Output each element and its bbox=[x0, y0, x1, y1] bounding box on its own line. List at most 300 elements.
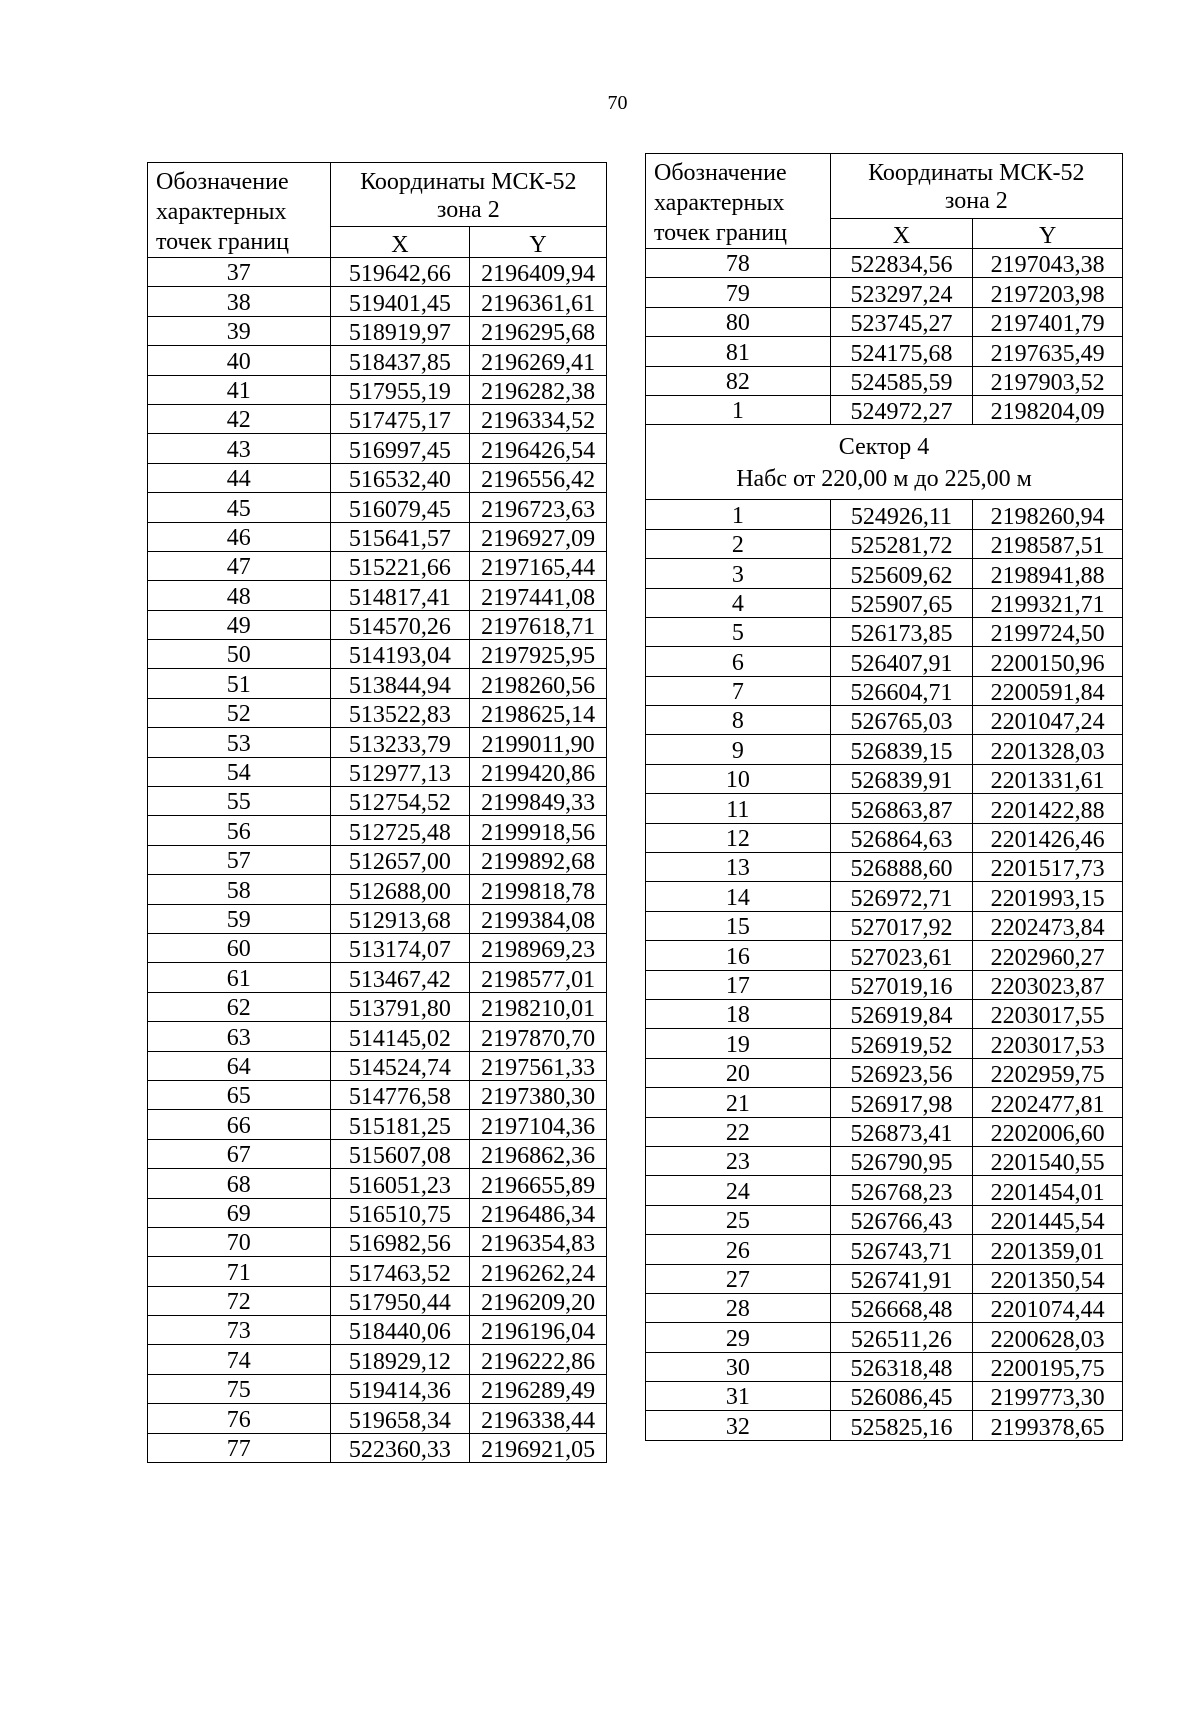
table-row bbox=[646, 1117, 1123, 1146]
designation-header-right bbox=[646, 154, 831, 249]
y-coordinate-cell: 2199892,68 bbox=[470, 845, 607, 874]
x-coordinate-cell: 516079,45 bbox=[330, 493, 470, 522]
x-coordinate-cell: 513844,94 bbox=[330, 669, 470, 698]
table-row bbox=[646, 1352, 1123, 1381]
table-row bbox=[148, 404, 607, 433]
point-number-cell: 2 bbox=[646, 529, 831, 558]
table-row bbox=[148, 1404, 607, 1433]
y-coordinate-cell: 2198204,09 bbox=[973, 395, 1123, 424]
x-coordinate-cell: 518919,97 bbox=[330, 316, 470, 345]
point-number-cell: 44 bbox=[148, 463, 331, 492]
x-coordinate-cell: 516510,75 bbox=[330, 1198, 470, 1227]
x-coordinate-cell: 526917,98 bbox=[830, 1088, 973, 1117]
point-number-cell: 5 bbox=[646, 617, 831, 646]
y-coordinate-cell: 2197618,71 bbox=[470, 610, 607, 639]
table-row bbox=[646, 249, 1123, 278]
x-coordinate-cell: 525907,65 bbox=[830, 588, 973, 617]
x-coordinate-cell: 527017,92 bbox=[830, 911, 973, 940]
table-row bbox=[148, 787, 607, 816]
point-number-cell: 60 bbox=[148, 933, 331, 962]
point-number-cell: 19 bbox=[646, 1029, 831, 1058]
x-coordinate-cell: 513522,83 bbox=[330, 698, 470, 727]
x-coordinate-cell: 526839,15 bbox=[830, 735, 973, 764]
y-coordinate-cell: 2201328,03 bbox=[973, 735, 1123, 764]
y-coordinate-cell: 2200150,96 bbox=[973, 647, 1123, 676]
x-coordinate-cell: 512688,00 bbox=[330, 875, 470, 904]
point-number-cell: 3 bbox=[646, 559, 831, 588]
point-number-cell: 12 bbox=[646, 823, 831, 852]
x-coordinate-cell: 524175,68 bbox=[830, 337, 973, 366]
point-number-cell: 54 bbox=[148, 757, 331, 786]
coordinates-header-right-zone: зона 2 bbox=[944, 188, 1008, 214]
table-row bbox=[646, 941, 1123, 970]
point-number-cell: 1 bbox=[646, 500, 831, 529]
y-coordinate-cell: 2196338,44 bbox=[470, 1404, 607, 1433]
y-coordinate-cell: 2202006,60 bbox=[973, 1117, 1123, 1146]
table-row bbox=[148, 375, 607, 404]
point-number-cell: 6 bbox=[646, 647, 831, 676]
y-coordinate-cell: 2200591,84 bbox=[973, 676, 1123, 705]
table-row bbox=[646, 970, 1123, 999]
y-coordinate-cell: 2196196,04 bbox=[470, 1316, 607, 1345]
table-row bbox=[646, 1058, 1123, 1087]
x-coordinate-cell: 524585,59 bbox=[830, 366, 973, 395]
point-number-cell: 57 bbox=[148, 845, 331, 874]
x-coordinate-cell: 523745,27 bbox=[830, 307, 973, 336]
x-coordinate-cell: 519658,34 bbox=[330, 1404, 470, 1433]
point-number-cell: 63 bbox=[148, 1022, 331, 1051]
x-coordinate-cell: 526873,41 bbox=[830, 1117, 973, 1146]
point-number-cell: 31 bbox=[646, 1382, 831, 1411]
y-coordinate-cell: 2197441,08 bbox=[470, 581, 607, 610]
y-coordinate-cell: 2196295,68 bbox=[470, 316, 607, 345]
y-coordinate-cell: 2198625,14 bbox=[470, 698, 607, 727]
x-coordinate-cell: 523297,24 bbox=[830, 278, 973, 307]
y-coordinate-cell: 2197203,98 bbox=[973, 278, 1123, 307]
y-coordinate-cell: 2196269,41 bbox=[470, 346, 607, 375]
table-row bbox=[148, 581, 607, 610]
point-number-cell: 81 bbox=[646, 337, 831, 366]
x-coordinate-cell: 526741,91 bbox=[830, 1264, 973, 1293]
table-row bbox=[646, 647, 1123, 676]
table-row bbox=[646, 588, 1123, 617]
table-row bbox=[148, 1198, 607, 1227]
table-row bbox=[148, 845, 607, 874]
point-number-cell: 69 bbox=[148, 1198, 331, 1227]
table-row bbox=[148, 1051, 607, 1080]
x-coordinate-cell: 517463,52 bbox=[330, 1257, 470, 1286]
y-coordinate-cell: 2197635,49 bbox=[973, 337, 1123, 366]
x-coordinate-cell: 526743,71 bbox=[830, 1235, 973, 1264]
x-coordinate-cell: 518929,12 bbox=[330, 1345, 470, 1374]
x-coordinate-cell: 525609,62 bbox=[830, 559, 973, 588]
x-coordinate-cell: 524926,11 bbox=[830, 500, 973, 529]
x-coordinate-cell: 526863,87 bbox=[830, 794, 973, 823]
table-row bbox=[148, 1110, 607, 1139]
point-number-cell: 66 bbox=[148, 1110, 331, 1139]
x-coordinate-cell: 512754,52 bbox=[330, 787, 470, 816]
point-number-cell: 25 bbox=[646, 1205, 831, 1234]
table-row bbox=[646, 529, 1123, 558]
point-number-cell: 76 bbox=[148, 1404, 331, 1433]
table-row bbox=[646, 1411, 1123, 1440]
table-row bbox=[646, 1146, 1123, 1175]
column-header-y-right: Y bbox=[973, 218, 1123, 248]
point-number-cell: 16 bbox=[646, 941, 831, 970]
point-number-cell: 61 bbox=[148, 963, 331, 992]
point-number-cell: 17 bbox=[646, 970, 831, 999]
table-row bbox=[148, 610, 607, 639]
table-row bbox=[148, 1227, 607, 1256]
x-coordinate-cell: 526766,43 bbox=[830, 1205, 973, 1234]
table-row bbox=[148, 434, 607, 463]
y-coordinate-cell: 2200628,03 bbox=[973, 1323, 1123, 1352]
x-coordinate-cell: 513791,80 bbox=[330, 992, 470, 1021]
section-title-row bbox=[646, 425, 1123, 464]
y-coordinate-cell: 2199321,71 bbox=[973, 588, 1123, 617]
y-coordinate-cell: 2197380,30 bbox=[470, 1080, 607, 1109]
x-coordinate-cell: 512725,48 bbox=[330, 816, 470, 845]
table-row bbox=[148, 551, 607, 580]
point-number-cell: 73 bbox=[148, 1316, 331, 1345]
coordinates-table-left-body bbox=[148, 163, 607, 1463]
point-number-cell: 53 bbox=[148, 728, 331, 757]
point-number-cell: 72 bbox=[148, 1286, 331, 1315]
y-coordinate-cell: 2202477,81 bbox=[973, 1088, 1123, 1117]
point-number-cell: 70 bbox=[148, 1227, 331, 1256]
column-header-y: Y bbox=[470, 226, 607, 257]
table-row bbox=[646, 1088, 1123, 1117]
y-coordinate-cell: 2196409,94 bbox=[470, 258, 607, 287]
point-number-cell: 15 bbox=[646, 911, 831, 940]
y-coordinate-cell: 2201445,54 bbox=[973, 1205, 1123, 1234]
coordinates-table-right-body bbox=[646, 154, 1123, 1441]
point-number-cell: 23 bbox=[646, 1146, 831, 1175]
point-number-cell: 42 bbox=[148, 404, 331, 433]
point-number-cell: 74 bbox=[148, 1345, 331, 1374]
designation-header bbox=[148, 163, 331, 258]
x-coordinate-cell: 526318,48 bbox=[830, 1352, 973, 1381]
x-coordinate-cell: 512657,00 bbox=[330, 845, 470, 874]
x-coordinate-cell: 522834,56 bbox=[830, 249, 973, 278]
y-coordinate-cell: 2196222,86 bbox=[470, 1345, 607, 1374]
point-number-cell: 65 bbox=[148, 1080, 331, 1109]
x-coordinate-cell: 514145,02 bbox=[330, 1022, 470, 1051]
x-coordinate-cell: 519401,45 bbox=[330, 287, 470, 316]
table-row bbox=[148, 728, 607, 757]
table-row bbox=[646, 911, 1123, 940]
table-row bbox=[646, 764, 1123, 793]
x-coordinate-cell: 522360,33 bbox=[330, 1433, 470, 1462]
y-coordinate-cell: 2198969,23 bbox=[470, 933, 607, 962]
y-coordinate-cell: 2196282,38 bbox=[470, 375, 607, 404]
table-row bbox=[646, 882, 1123, 911]
column-header-x: X bbox=[330, 226, 470, 257]
y-coordinate-cell: 2197903,52 bbox=[973, 366, 1123, 395]
x-coordinate-cell: 526839,91 bbox=[830, 764, 973, 793]
y-coordinate-cell: 2200195,75 bbox=[973, 1352, 1123, 1381]
point-number-cell: 47 bbox=[148, 551, 331, 580]
y-coordinate-cell: 2203023,87 bbox=[973, 970, 1123, 999]
point-number-cell: 52 bbox=[148, 698, 331, 727]
point-number-cell: 22 bbox=[646, 1117, 831, 1146]
x-coordinate-cell: 516982,56 bbox=[330, 1227, 470, 1256]
table-row bbox=[646, 278, 1123, 307]
y-coordinate-cell: 2196262,24 bbox=[470, 1257, 607, 1286]
table-row bbox=[148, 933, 607, 962]
point-number-cell: 39 bbox=[148, 316, 331, 345]
table-row bbox=[148, 1433, 607, 1462]
point-number-cell: 67 bbox=[148, 1139, 331, 1168]
y-coordinate-cell: 2201540,55 bbox=[973, 1146, 1123, 1175]
x-coordinate-cell: 525281,72 bbox=[830, 529, 973, 558]
point-number-cell: 11 bbox=[646, 794, 831, 823]
y-coordinate-cell: 2197104,36 bbox=[470, 1110, 607, 1139]
y-coordinate-cell: 2201350,54 bbox=[973, 1264, 1123, 1293]
designation-header-right-line-1: Обозначение bbox=[654, 160, 787, 186]
designation-header-right-line-3: точек границ bbox=[654, 220, 787, 246]
x-coordinate-cell: 516532,40 bbox=[330, 463, 470, 492]
y-coordinate-cell: 2201047,24 bbox=[973, 706, 1123, 735]
y-coordinate-cell: 2196921,05 bbox=[470, 1433, 607, 1462]
x-coordinate-cell: 524972,27 bbox=[830, 395, 973, 424]
x-coordinate-cell: 512913,68 bbox=[330, 904, 470, 933]
x-coordinate-cell: 526086,45 bbox=[830, 1382, 973, 1411]
y-coordinate-cell: 2199420,86 bbox=[470, 757, 607, 786]
table-row bbox=[646, 559, 1123, 588]
point-number-cell: 45 bbox=[148, 493, 331, 522]
table-row bbox=[148, 1080, 607, 1109]
point-number-cell: 78 bbox=[646, 249, 831, 278]
table-row bbox=[646, 735, 1123, 764]
section-subtitle-row bbox=[646, 463, 1123, 500]
table-row bbox=[646, 617, 1123, 646]
designation-header-right-line-2: характерных bbox=[654, 190, 785, 216]
column-header-x-right: X bbox=[830, 218, 973, 248]
y-coordinate-cell: 2198941,88 bbox=[973, 559, 1123, 588]
table-row bbox=[646, 823, 1123, 852]
y-coordinate-cell: 2201454,01 bbox=[973, 1176, 1123, 1205]
table-row bbox=[148, 757, 607, 786]
point-number-cell: 50 bbox=[148, 640, 331, 669]
point-number-cell: 41 bbox=[148, 375, 331, 404]
point-number-cell: 80 bbox=[646, 307, 831, 336]
coordinates-header-zone: зона 2 bbox=[436, 197, 500, 223]
y-coordinate-cell: 2198210,01 bbox=[470, 992, 607, 1021]
y-coordinate-cell: 2196361,61 bbox=[470, 287, 607, 316]
table-row bbox=[148, 640, 607, 669]
x-coordinate-cell: 513467,42 bbox=[330, 963, 470, 992]
point-number-cell: 14 bbox=[646, 882, 831, 911]
coordinates-header bbox=[330, 163, 606, 227]
table-row bbox=[148, 1316, 607, 1345]
point-number-cell: 71 bbox=[148, 1257, 331, 1286]
table-row bbox=[646, 1029, 1123, 1058]
y-coordinate-cell: 2201993,15 bbox=[973, 882, 1123, 911]
table-row bbox=[148, 992, 607, 1021]
point-number-cell: 82 bbox=[646, 366, 831, 395]
table-row bbox=[646, 337, 1123, 366]
table-row bbox=[646, 500, 1123, 529]
point-number-cell: 49 bbox=[148, 610, 331, 639]
x-coordinate-cell: 518437,85 bbox=[330, 346, 470, 375]
point-number-cell: 18 bbox=[646, 999, 831, 1028]
y-coordinate-cell: 2199849,33 bbox=[470, 787, 607, 816]
x-coordinate-cell: 514817,41 bbox=[330, 581, 470, 610]
table-row bbox=[148, 963, 607, 992]
x-coordinate-cell: 525825,16 bbox=[830, 1411, 973, 1440]
x-coordinate-cell: 526768,23 bbox=[830, 1176, 973, 1205]
designation-header-line-3: точек границ bbox=[156, 229, 289, 255]
section-title: Сектор 4 bbox=[646, 425, 1123, 464]
x-coordinate-cell: 526923,56 bbox=[830, 1058, 973, 1087]
y-coordinate-cell: 2201422,88 bbox=[973, 794, 1123, 823]
table-row bbox=[148, 346, 607, 375]
y-coordinate-cell: 2201359,01 bbox=[973, 1235, 1123, 1264]
y-coordinate-cell: 2198577,01 bbox=[470, 963, 607, 992]
point-number-cell: 58 bbox=[148, 875, 331, 904]
point-number-cell: 51 bbox=[148, 669, 331, 698]
x-coordinate-cell: 517955,19 bbox=[330, 375, 470, 404]
y-coordinate-cell: 2196655,89 bbox=[470, 1169, 607, 1198]
point-number-cell: 55 bbox=[148, 787, 331, 816]
table-row bbox=[148, 1022, 607, 1051]
y-coordinate-cell: 2199011,90 bbox=[470, 728, 607, 757]
x-coordinate-cell: 526765,03 bbox=[830, 706, 973, 735]
table-row bbox=[646, 1264, 1123, 1293]
y-coordinate-cell: 2202959,75 bbox=[973, 1058, 1123, 1087]
x-coordinate-cell: 516997,45 bbox=[330, 434, 470, 463]
point-number-cell: 28 bbox=[646, 1293, 831, 1322]
y-coordinate-cell: 2202960,27 bbox=[973, 941, 1123, 970]
table-row bbox=[646, 366, 1123, 395]
table-row bbox=[646, 853, 1123, 882]
x-coordinate-cell: 526790,95 bbox=[830, 1146, 973, 1175]
point-number-cell: 77 bbox=[148, 1433, 331, 1462]
y-coordinate-cell: 2199918,56 bbox=[470, 816, 607, 845]
y-coordinate-cell: 2199773,30 bbox=[973, 1382, 1123, 1411]
point-number-cell: 43 bbox=[148, 434, 331, 463]
y-coordinate-cell: 2197870,70 bbox=[470, 1022, 607, 1051]
table-row bbox=[148, 258, 607, 287]
y-coordinate-cell: 2197401,79 bbox=[973, 307, 1123, 336]
y-coordinate-cell: 2196927,09 bbox=[470, 522, 607, 551]
point-number-cell: 56 bbox=[148, 816, 331, 845]
y-coordinate-cell: 2199378,65 bbox=[973, 1411, 1123, 1440]
y-coordinate-cell: 2201517,73 bbox=[973, 853, 1123, 882]
x-coordinate-cell: 515221,66 bbox=[330, 551, 470, 580]
table-row bbox=[646, 1382, 1123, 1411]
point-number-cell: 32 bbox=[646, 1411, 831, 1440]
y-coordinate-cell: 2203017,53 bbox=[973, 1029, 1123, 1058]
point-number-cell: 1 bbox=[646, 395, 831, 424]
point-number-cell: 48 bbox=[148, 581, 331, 610]
x-coordinate-cell: 526919,84 bbox=[830, 999, 973, 1028]
point-number-cell: 4 bbox=[646, 588, 831, 617]
point-number-cell: 21 bbox=[646, 1088, 831, 1117]
y-coordinate-cell: 2198260,94 bbox=[973, 500, 1123, 529]
table-row bbox=[148, 1169, 607, 1198]
table-row bbox=[148, 463, 607, 492]
x-coordinate-cell: 526972,71 bbox=[830, 882, 973, 911]
point-number-cell: 64 bbox=[148, 1051, 331, 1080]
x-coordinate-cell: 515181,25 bbox=[330, 1110, 470, 1139]
y-coordinate-cell: 2201074,44 bbox=[973, 1293, 1123, 1322]
table-row bbox=[646, 706, 1123, 735]
x-coordinate-cell: 514524,74 bbox=[330, 1051, 470, 1080]
y-coordinate-cell: 2196556,42 bbox=[470, 463, 607, 492]
table-row bbox=[148, 875, 607, 904]
x-coordinate-cell: 526407,91 bbox=[830, 647, 973, 676]
x-coordinate-cell: 516051,23 bbox=[330, 1169, 470, 1198]
point-number-cell: 24 bbox=[646, 1176, 831, 1205]
table-row bbox=[148, 1374, 607, 1403]
table-row bbox=[646, 1323, 1123, 1352]
y-coordinate-cell: 2196723,63 bbox=[470, 493, 607, 522]
point-number-cell: 27 bbox=[646, 1264, 831, 1293]
point-number-cell: 8 bbox=[646, 706, 831, 735]
y-coordinate-cell: 2199724,50 bbox=[973, 617, 1123, 646]
point-number-cell: 62 bbox=[148, 992, 331, 1021]
table-row bbox=[646, 676, 1123, 705]
x-coordinate-cell: 526604,71 bbox=[830, 676, 973, 705]
x-coordinate-cell: 515607,08 bbox=[330, 1139, 470, 1168]
x-coordinate-cell: 513174,07 bbox=[330, 933, 470, 962]
x-coordinate-cell: 517475,17 bbox=[330, 404, 470, 433]
coordinates-table-right bbox=[645, 153, 1123, 1441]
table-row bbox=[646, 395, 1123, 424]
designation-header-line-2: характерных bbox=[156, 199, 287, 225]
x-coordinate-cell: 514776,58 bbox=[330, 1080, 470, 1109]
table-row bbox=[148, 669, 607, 698]
y-coordinate-cell: 2197561,33 bbox=[470, 1051, 607, 1080]
designation-header-line-1: Обозначение bbox=[156, 169, 289, 195]
table-row bbox=[148, 698, 607, 727]
table-row bbox=[646, 794, 1123, 823]
table-row bbox=[148, 493, 607, 522]
x-coordinate-cell: 526888,60 bbox=[830, 853, 973, 882]
x-coordinate-cell: 526668,48 bbox=[830, 1293, 973, 1322]
table-row bbox=[646, 1235, 1123, 1264]
point-number-cell: 79 bbox=[646, 278, 831, 307]
point-number-cell: 40 bbox=[148, 346, 331, 375]
coordinates-header-right bbox=[830, 154, 1122, 219]
point-number-cell: 7 bbox=[646, 676, 831, 705]
table-row bbox=[148, 316, 607, 345]
page-number: 70 bbox=[607, 92, 628, 114]
y-coordinate-cell: 2201331,61 bbox=[973, 764, 1123, 793]
x-coordinate-cell: 514193,04 bbox=[330, 640, 470, 669]
y-coordinate-cell: 2203017,55 bbox=[973, 999, 1123, 1028]
coordinates-header-right-title: Координаты МСК-52 bbox=[868, 160, 1085, 186]
x-coordinate-cell: 518440,06 bbox=[330, 1316, 470, 1345]
table-row bbox=[148, 1286, 607, 1315]
y-coordinate-cell: 2196354,83 bbox=[470, 1227, 607, 1256]
table-row bbox=[148, 522, 607, 551]
table-row bbox=[148, 1139, 607, 1168]
y-coordinate-cell: 2197165,44 bbox=[470, 551, 607, 580]
y-coordinate-cell: 2199818,78 bbox=[470, 875, 607, 904]
y-coordinate-cell: 2201426,46 bbox=[973, 823, 1123, 852]
table-row bbox=[646, 1293, 1123, 1322]
y-coordinate-cell: 2196486,34 bbox=[470, 1198, 607, 1227]
table-row bbox=[148, 904, 607, 933]
table-row bbox=[646, 1205, 1123, 1234]
point-number-cell: 68 bbox=[148, 1169, 331, 1198]
point-number-cell: 9 bbox=[646, 735, 831, 764]
point-number-cell: 59 bbox=[148, 904, 331, 933]
x-coordinate-cell: 515641,57 bbox=[330, 522, 470, 551]
